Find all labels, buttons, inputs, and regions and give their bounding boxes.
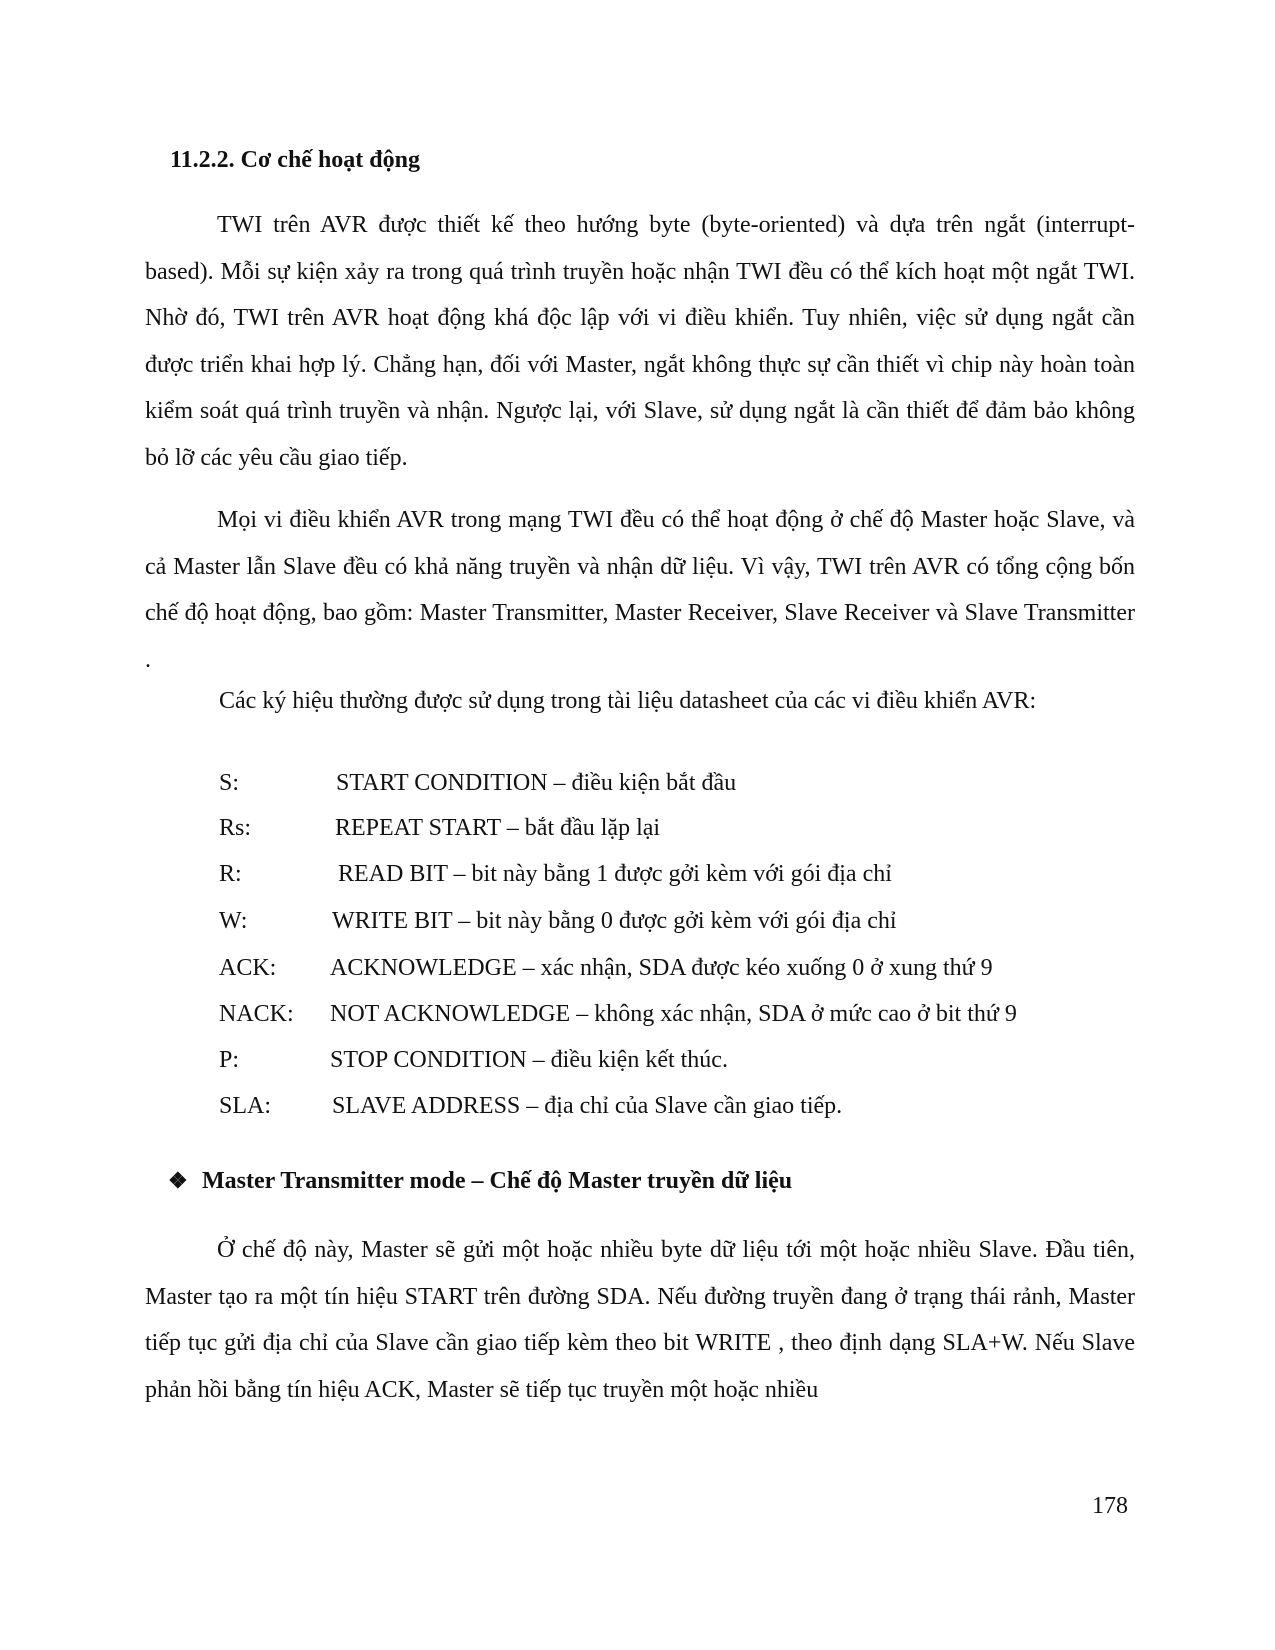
paragraph-twi-modes: Mọi vi điều khiển AVR trong mạng TWI đều có thể hoạt động ở chế độ Master hoặc Slave, và cả Master lẫn Slave đều có khả năng truyền và nhận dữ liệu. Vì vậy, TWI trên AVR có tổng cộng bốn chế độ hoạt động, bao gồm: Master Transmitter, Master Receiver, Slave Receiver và Slave Transmitter .: [145, 507, 1135, 673]
symbol-desc: READ BIT – bit này bằng 1 được gởi kèm với gói địa chỉ: [338, 861, 892, 887]
symbol-desc: WRITE BIT – bit này bằng 0 được gởi kèm với gói địa chỉ: [332, 908, 897, 934]
paragraph-master-transmitter: Ở chế độ này, Master sẽ gửi một hoặc nhiều byte dữ liệu tới một hoặc nhiều Slave. Đầu tiên, Master tạo ra một tín hiệu START trên đường SDA. Nếu đường truyền đang ở trạng thái rảnh, Master tiếp tục gửi địa chỉ của Slave cần giao tiếp kèm theo bit WRITE , theo định dạng SLA+W. Nếu Slave phản hồi bằng tín hiệu ACK, Master sẽ tiếp tục truyền một hoặc nhiều: [145, 1237, 1135, 1403]
subsection-heading: [168, 1166, 792, 1196]
symbol-desc: NOT ACKNOWLEDGE – không xác nhận, SDA ở mức cao ở bit thứ 9: [330, 1001, 1017, 1027]
page-number: 178: [1092, 1493, 1128, 1519]
symbol-desc: START CONDITION – điều kiện bắt đầu: [336, 770, 737, 796]
symbol-code: ACK:: [219, 955, 277, 981]
symbol-code: SLA:: [219, 1093, 272, 1119]
symbol-code: R:: [219, 861, 242, 887]
symbol-desc: SLAVE ADDRESS – địa chỉ của Slave cần giao tiếp.: [332, 1093, 843, 1119]
symbol-code: Rs:: [219, 815, 252, 841]
symbol-desc: ACKNOWLEDGE – xác nhận, SDA được kéo xuống 0 ở xung thứ 9: [330, 955, 993, 981]
symbol-code: W:: [219, 908, 248, 934]
symbols-intro: Các ký hiệu thường được sử dụng trong tài liệu datasheet của các vi điều khiển AVR:: [219, 688, 1037, 714]
symbol-code: S:: [219, 770, 240, 796]
symbol-code: P:: [219, 1047, 240, 1073]
paragraph-twi-interrupts: TWI trên AVR được thiết kế theo hướng byte (byte-oriented) và dựa trên ngắt (interrupt-based). Mỗi sự kiện xảy ra trong quá trình truyền hoặc nhận TWI đều có thể kích hoạt một ngắt TWI. Nhờ đó, TWI trên AVR hoạt động khá độc lập với vi điều khiển. Tuy nhiên, việc sử dụng ngắt cần được triển khai hợp lý. Chẳng hạn, đối với Master, ngắt không thực sự cần thiết vì chip này hoàn toàn kiểm soát quá trình truyền và nhận. Ngược lại, với Slave, sử dụng ngắt là cần thiết để đảm bảo không bỏ lỡ các yêu cầu giao tiếp.: [145, 212, 1135, 471]
symbol-code: NACK:: [219, 1001, 294, 1027]
subsection-title: Master Transmitter mode – Chế độ Master truyền dữ liệu: [202, 1168, 793, 1194]
symbol-desc: STOP CONDITION – điều kiện kết thúc.: [330, 1047, 728, 1073]
section-heading: 11.2.2. Cơ chế hoạt động: [170, 147, 420, 173]
symbol-desc: REPEAT START – bắt đầu lặp lại: [335, 815, 661, 841]
diamond-bullet-icon: ❖: [168, 1168, 188, 1193]
